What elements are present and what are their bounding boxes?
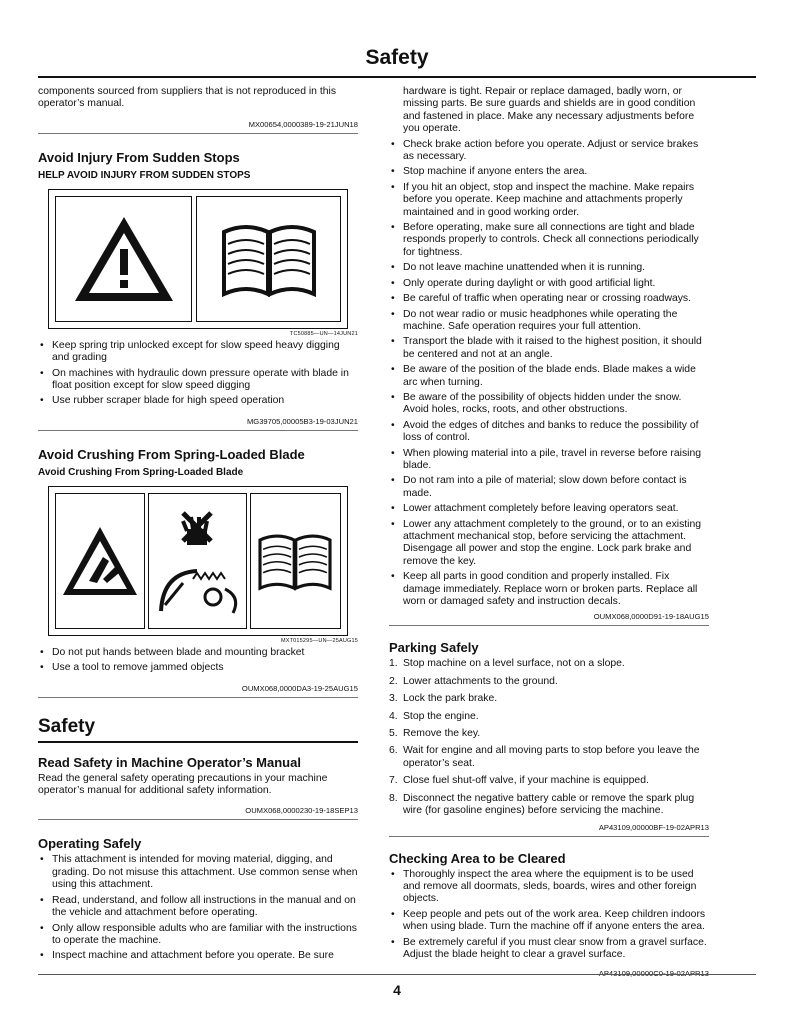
read-safety-reference-code: OUMX068,0000230-19-18SEP13: [38, 806, 358, 820]
sudden-stops-heading: Avoid Injury From Sudden Stops: [38, 149, 240, 165]
list-item: 3. Lock the park brake.: [389, 693, 498, 705]
page-number: 4: [393, 982, 401, 998]
crushing-list: [38, 647, 358, 675]
list-item: • Use rubber scraper blade for high speed operation: [38, 395, 358, 407]
list-item: • Be aware of the position of the blade ends. Blade makes a wide arc when turning.: [389, 364, 709, 389]
parking-safely-heading: Parking Safely: [389, 640, 479, 656]
operating-safely-list: [38, 854, 358, 962]
list-item: • Do not leave machine unattended when it is running.: [389, 262, 709, 274]
crushing-reference-code: OUMX068,0000DA3-19-25AUG15: [38, 684, 358, 698]
read-manual-icon: [250, 493, 341, 629]
operating-safely-list-continued: [389, 139, 709, 609]
list-item: • Inspect machine and attachment before you operate. Be sure: [38, 950, 358, 962]
list-item: • Transport the blade with it raised to the highest position, it should be centered and not at an angle.: [389, 336, 709, 361]
sudden-stops-reference-code: MG39705,00005B3-19-03JUN21: [38, 417, 358, 431]
list-item: 5. Remove the key.: [389, 728, 481, 740]
operating-continued-text: hardware is tight. Repair or replace damaged, badly worn, or missing parts. Be sure guards and shields are in good condition and fastened in place. Make any necessary adjustments before you operate.: [403, 86, 696, 135]
crushing-subheading: Avoid Crushing From Spring-Loaded Blade: [38, 466, 244, 478]
list-item: • Avoid the edges of ditches and banks to reduce the possibility of loss of control.: [389, 420, 709, 445]
warning-triangle-icon: [55, 196, 192, 322]
checking-area-list: [389, 869, 709, 962]
crushing-decal-id: MXT015295—UN—25AUG15: [280, 637, 358, 644]
list-item: • On machines with hydraulic down pressure operate with blade in float position except for slow speed digging: [38, 368, 358, 393]
list-item: • Do not wear radio or music headphones while operating the machine. Safe operation requires your full attention.: [389, 309, 709, 334]
sudden-stops-decal-id: TC50885—UN—14JUN21: [289, 330, 358, 337]
sudden-stops-decal: [48, 189, 348, 329]
list-item: • Check brake action before you operate. Adjust or service brakes as necessary.: [389, 139, 709, 164]
safety-section-heading: Safety: [38, 716, 358, 743]
parking-reference-code: AP43109,00000BF-19-02APR13: [389, 823, 709, 837]
read-manual-icon: [196, 196, 341, 322]
right-column: [389, 86, 709, 982]
title-divider: [38, 76, 756, 78]
list-item: • When plowing material into a pile, travel in reverse before raising blade.: [389, 448, 709, 473]
intro-text: components sourced from suppliers that is not reproduced in this operator’s manual.: [38, 86, 337, 110]
list-item: • Read, understand, and follow all instructions in the manual and on the vehicle and attachment before operating.: [38, 895, 358, 920]
list-item: 4. Stop the engine.: [389, 710, 479, 722]
list-item: • Be careful of traffic when operating near or crossing roadways.: [389, 293, 709, 305]
list-item: • This attachment is intended for moving material, digging, and grading. Do not misuse this attachment. Use common sense when using this attachment.: [38, 854, 358, 891]
checking-area-heading: Checking Area to be Cleared: [389, 850, 566, 866]
operating-reference-code: OUMX068,0000D91-19-18AUG15: [389, 612, 709, 626]
sudden-stops-subheading: HELP AVOID INJURY FROM SUDDEN STOPS: [38, 169, 251, 181]
list-item: • Be extremely careful if you must clear snow from a gravel surface. Adjust the blade height to clear a gravel surface.: [389, 937, 709, 962]
list-item: • If you hit an object, stop and inspect the machine. Make repairs before you operate. Keep machine and attachments properly maintained and in good working order.: [389, 182, 709, 219]
list-item: • Before operating, make sure all connections are tight and blade responds properly to controls. Check all connections periodically for tightness.: [389, 222, 709, 259]
list-item: • Be aware of the possibility of objects hidden under the snow. Avoid holes, rocks, roots, and other obstructions.: [389, 392, 709, 417]
footer-divider: [38, 974, 756, 975]
list-item: • Thoroughly inspect the area where the equipment is to be used and remove all doormats, sleds, boards, wires and other foreign objects.: [389, 869, 709, 906]
hand-blade-icon: [148, 493, 246, 629]
left-column: [38, 86, 358, 966]
operating-safely-heading: Operating Safely: [38, 836, 142, 852]
intro-reference-code: MX00654,0000389-19-21JUN18: [38, 120, 358, 134]
page-title: Safety: [365, 46, 429, 69]
read-safety-text: Read the general safety operating precautions in your machine operator’s manual for additional safety information.: [38, 772, 328, 797]
list-item: • Do not ram into a pile of material; slow down before contact is made.: [389, 475, 709, 500]
list-item: • Lower any attachment completely to the ground, or to an existing attachment mechanical stop, before servicing the attachment. Disengage all power and stop the engine. Lock park brake and remove the key.: [389, 519, 709, 569]
crushing-heading: Avoid Crushing From Spring-Loaded Blade: [38, 446, 305, 462]
list-item: • Only allow responsible adults who are familiar with the instructions to operate the machine.: [38, 923, 358, 948]
list-item: • Keep spring trip unlocked except for slow speed heavy digging and grading: [38, 340, 358, 365]
list-item: 7. Close fuel shut-off valve, if your machine is equipped.: [389, 775, 649, 787]
list-item: • Keep all parts in good condition and properly installed. Fix damage immediately. Replace worn or broken parts. Replace all worn or damaged safety and instruction decals.: [389, 571, 709, 608]
sudden-stops-list: [38, 340, 358, 408]
parking-steps-list: [389, 658, 709, 817]
list-item: 2. Lower attachments to the ground.: [389, 675, 558, 687]
read-safety-heading: Read Safety in Machine Operator’s Manual: [38, 754, 301, 770]
checking-area-reference-code: AP43109,00000C0-19-02APR13: [598, 969, 709, 979]
list-item: • Only operate during daylight or with good artificial light.: [389, 278, 709, 290]
crushing-decal: [48, 486, 348, 636]
list-item: 8. Disconnect the negative battery cable or remove the spark plug wire (for gasoline engines) before servicing the machine.: [389, 792, 695, 817]
crush-warning-icon: [55, 493, 145, 629]
list-item: • Use a tool to remove jammed objects: [38, 662, 358, 674]
list-item: 1. Stop machine on a level surface, not on a slope.: [389, 658, 625, 670]
list-item: • Do not put hands between blade and mounting bracket: [38, 647, 358, 659]
list-item: • Keep people and pets out of the work area. Keep children indoors when using blade. Turn the machine off if anyone enters the area.: [389, 909, 709, 934]
list-item: 6. Wait for engine and all moving parts to stop before you leave the operator’s seat.: [389, 745, 700, 769]
list-item: • Lower attachment completely before leaving operators seat.: [389, 503, 709, 515]
list-item: • Stop machine if anyone enters the area.: [389, 166, 709, 178]
